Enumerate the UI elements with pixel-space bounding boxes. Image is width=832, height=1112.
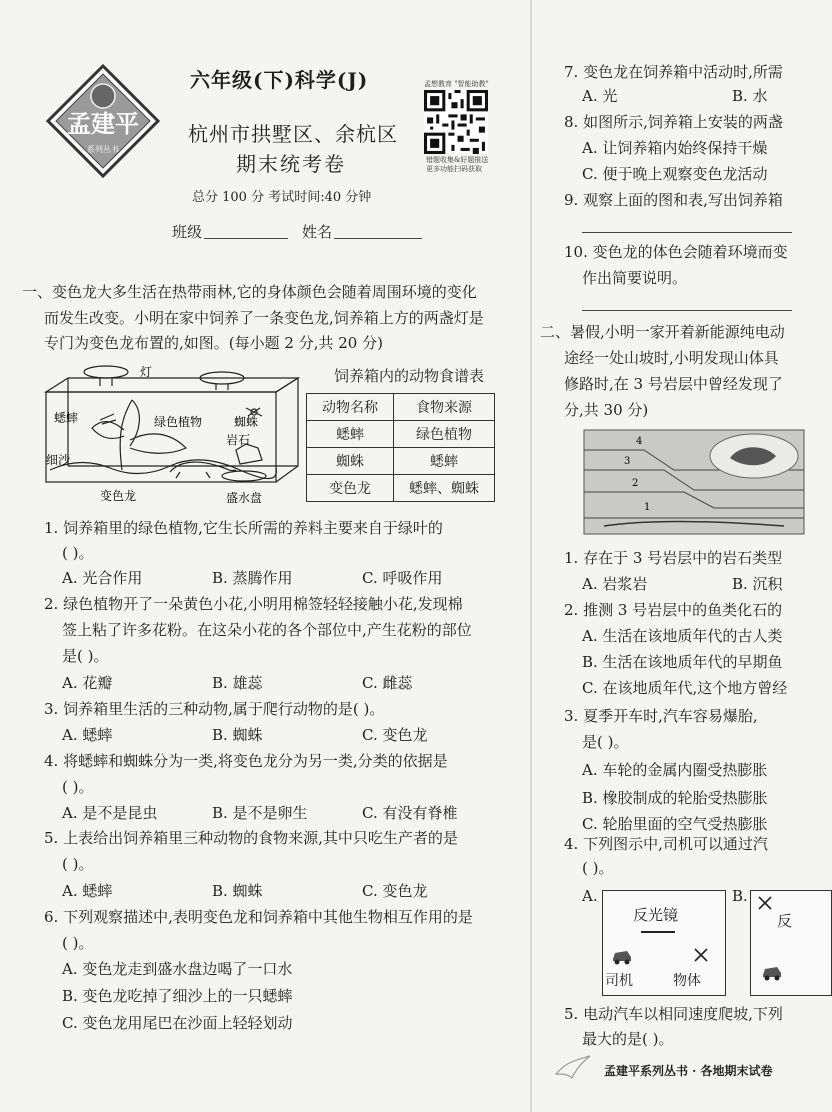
question-1-option[interactable]: A. 光合作用 [62,569,143,587]
q7-option[interactable]: A. 光 [582,87,618,105]
question-1-text: 1. 饲养箱里的绿色植物,它生长所需的养料主要来自于绿叶的 [44,519,443,537]
car-icon [611,945,633,965]
question-4-option[interactable]: A. 是不是昆虫 [62,804,158,822]
fig-label-cricket: 蟋蟀 [54,411,79,425]
s2q1-option[interactable]: A. 岩浆岩 [582,575,648,593]
section1-intro-line3: 专门为变色龙布置的,如图。(每小题 2 分,共 20 分) [44,334,383,352]
food-table [306,393,495,502]
diagram-a-object: 物体 [673,973,701,989]
question-4-blank: ( )。 [62,778,94,796]
question-2-option[interactable]: C. 雌蕊 [362,674,413,692]
fig-label-chameleon: 变色龙 [100,489,137,503]
section1-intro-line1: 一、变色龙大多生活在热带雨林,它的身体颜色会随着周围环境的变化 [22,283,477,301]
object-marker-icon [693,947,709,963]
section2-intro-line3: 修路时,在 3 号岩层中曾经发现了 [564,375,783,393]
q10-text: 作出简要说明。 [582,269,688,287]
fig-label-lamp: 灯 [140,365,153,379]
table-header-cell: 食物来源 [394,394,495,421]
question-1-blank: ( )。 [62,544,94,562]
s2q3-option[interactable]: B. 橡胶制成的轮胎受热膨胀 [582,789,768,807]
district-title: 杭州市拱墅区、余杭区 [188,122,398,146]
s2q3-blank: 是( )。 [582,733,629,751]
name-input-line[interactable] [334,238,422,239]
rock-layers-figure [584,430,804,534]
q8-option[interactable]: C. 便于晚上观察变色龙活动 [582,165,768,183]
table-cell: 蟋蟀 [307,421,394,448]
qr-code-icon[interactable] [424,90,488,154]
s2q1-text: 1. 存在于 3 号岩层中的岩石类型 [564,549,783,567]
fig-label-rock: 岩石 [226,433,251,447]
question-5-option[interactable]: C. 变色龙 [362,882,428,900]
mirror-line [641,931,675,933]
diagram-b-label[interactable]: B. [732,887,748,905]
diagram-a-label[interactable]: A. [582,887,598,905]
s2q5-text: 5. 电动汽车以相同速度爬坡,下列 [564,1005,783,1023]
score-time: 总分 100 分 考试时间:40 分钟 [192,190,372,205]
fig-label-spider: 蜘蛛 [234,415,259,429]
diagram-b-partial: 反 [777,912,793,930]
question-6-blank: ( )。 [62,934,94,952]
question-4-text: 4. 将蟋蟀和蜘蛛分为一类,将变色龙分为另一类,分类的依据是 [44,752,448,770]
footer-series-title: 孟建平系列丛书 · 各地期末试卷 [604,1064,773,1078]
qr-caption-top: 孟想教育 "智能助教" [424,80,489,88]
bird-logo-icon [554,1052,594,1082]
right-column [540,0,793,1112]
question-5-option[interactable]: B. 蜘蛛 [212,882,263,900]
terrarium-figure [40,360,300,510]
table-cell: 蟋蟀 [394,448,495,475]
exam-name: 期末统考卷 [236,152,346,176]
question-6-option[interactable]: A. 变色龙走到盛水盘边喝了一口水 [62,960,293,978]
class-input-line[interactable] [204,238,288,239]
question-6-text: 6. 下列观察描述中,表明变色龙和饲养箱中其他生物相互作用的是 [44,908,473,926]
question-5-blank: ( )。 [62,855,94,873]
question-5-text: 5. 上表给出饲养箱里三种动物的食物来源,其中只吃生产者的是 [44,829,458,847]
emblem-icon [91,84,115,108]
table-row [307,421,495,448]
s2q2-text: 2. 推测 3 号岩层中的鱼类化石的 [564,601,783,619]
diagram-a-driver: 司机 [605,973,633,989]
diagram-a-mirror: 反光镜 [633,906,679,924]
rock-layer-label: 4 [636,436,643,447]
s2q1-option[interactable]: B. 沉积 [732,575,783,593]
question-2-option[interactable]: B. 雄蕊 [212,674,263,692]
s2q4-text: 4. 下列图示中,司机可以通过汽 [564,835,768,853]
brand-name: 孟建平 [67,109,139,138]
table-header-cell: 动物名称 [307,394,394,421]
question-4-option[interactable]: C. 有没有脊椎 [362,804,458,822]
s2q2-option[interactable]: C. 在该地质年代,这个地方曾经 [582,679,788,697]
car-icon [761,961,783,981]
question-1-option[interactable]: C. 呼吸作用 [362,569,443,587]
page-fold [530,0,532,1112]
q8-text: 8. 如图所示,饲养箱上安装的两盏 [564,113,783,131]
fig-label-sand: 细沙 [46,453,71,467]
question-3-option[interactable]: B. 蜘蛛 [212,726,263,744]
s2q3-option[interactable]: A. 车轮的金属内圈受热膨胀 [582,761,768,779]
rock-layer-label: 2 [632,478,639,489]
question-6-option[interactable]: C. 变色龙用尾巴在沙面上轻轻划动 [62,1014,293,1032]
q7-option[interactable]: B. 水 [732,87,768,105]
question-2-blank: 是( )。 [62,647,109,665]
q9-text: 9. 观察上面的图和表,写出饲养箱 [564,191,783,209]
table-header-row [307,394,495,421]
class-label: 班级 [172,223,203,241]
brand-logo [44,62,162,180]
question-1-option[interactable]: B. 蒸腾作用 [212,569,293,587]
question-2-option[interactable]: A. 花瓣 [62,674,113,692]
rock-layer-label: 3 [624,456,631,467]
q8-option[interactable]: A. 让饲养箱内始终保持干燥 [582,139,768,157]
q7-text: 7. 变色龙在饲养箱中活动时,所需 [564,63,783,81]
fig-label-green-plant: 绿色植物 [154,415,203,429]
brand-subtitle: 系列丛书 [87,145,119,154]
table-cell: 蟋蟀、蜘蛛 [394,475,495,502]
qr-caption-bottom: 错题收集&好题推送 更多功能扫码获取 [426,156,489,173]
food-table-title: 饲养箱内的动物食谱表 [334,367,485,385]
object-marker-icon [757,895,773,911]
diagram-a[interactable] [602,890,726,996]
s2q3-option[interactable]: C. 轮胎里面的空气受热膨胀 [582,815,768,833]
question-6-option[interactable]: B. 变色龙吃掉了细沙上的一只蟋蟀 [62,987,293,1005]
table-row [307,475,495,502]
grade-subject-title: 六年级(下)科学(J) [190,68,369,92]
rock-layer-label: 1 [644,502,651,513]
q10-answer-line[interactable] [582,310,792,311]
s2q3-text: 3. 夏季开车时,汽车容易爆胎, [564,707,758,725]
fig-label-water-dish: 盛水盘 [226,491,263,505]
section2-intro-line4: 分,共 30 分) [564,401,649,419]
question-3-option[interactable]: C. 变色龙 [362,726,428,744]
s2q2-option[interactable]: A. 生活在该地质年代的古人类 [582,627,783,645]
s2q2-option[interactable]: B. 生活在该地质年代的早期鱼 [582,653,783,671]
table-cell: 变色龙 [307,475,394,502]
q9-answer-line[interactable] [582,232,792,233]
diagram-b[interactable] [750,890,832,996]
question-3-option[interactable]: A. 蟋蟀 [62,726,113,744]
s2q4-blank: ( )。 [582,859,614,877]
table-cell: 绿色植物 [394,421,495,448]
s2q5-blank: 最大的是( )。 [582,1030,674,1048]
question-2-text: 签上粘了许多花粉。在这朵小花的各个部位中,产生花粉的部位 [62,621,472,639]
q10-text: 10. 变色龙的体色会随着环境而变 [564,243,788,261]
section2-intro-line1: 二、暑假,小明一家开着新能源纯电动 [540,323,785,341]
section2-intro-line2: 途经一处山坡时,小明发现山体具 [564,349,779,367]
table-row [307,448,495,475]
table-cell: 蜘蛛 [307,448,394,475]
question-3-text: 3. 饲养箱里生活的三种动物,属于爬行动物的是( )。 [44,700,385,718]
question-2-text: 2. 绿色植物开了一朵黄色小花,小明用棉签轻轻接触小花,发现棉 [44,595,463,613]
name-label: 姓名 [302,223,333,241]
section1-intro-line2: 而发生改变。小明在家中饲养了一条变色龙,饲养箱上方的两盏灯是 [44,309,484,327]
question-4-option[interactable]: B. 是不是卵生 [212,804,308,822]
question-5-option[interactable]: A. 蟋蟀 [62,882,113,900]
